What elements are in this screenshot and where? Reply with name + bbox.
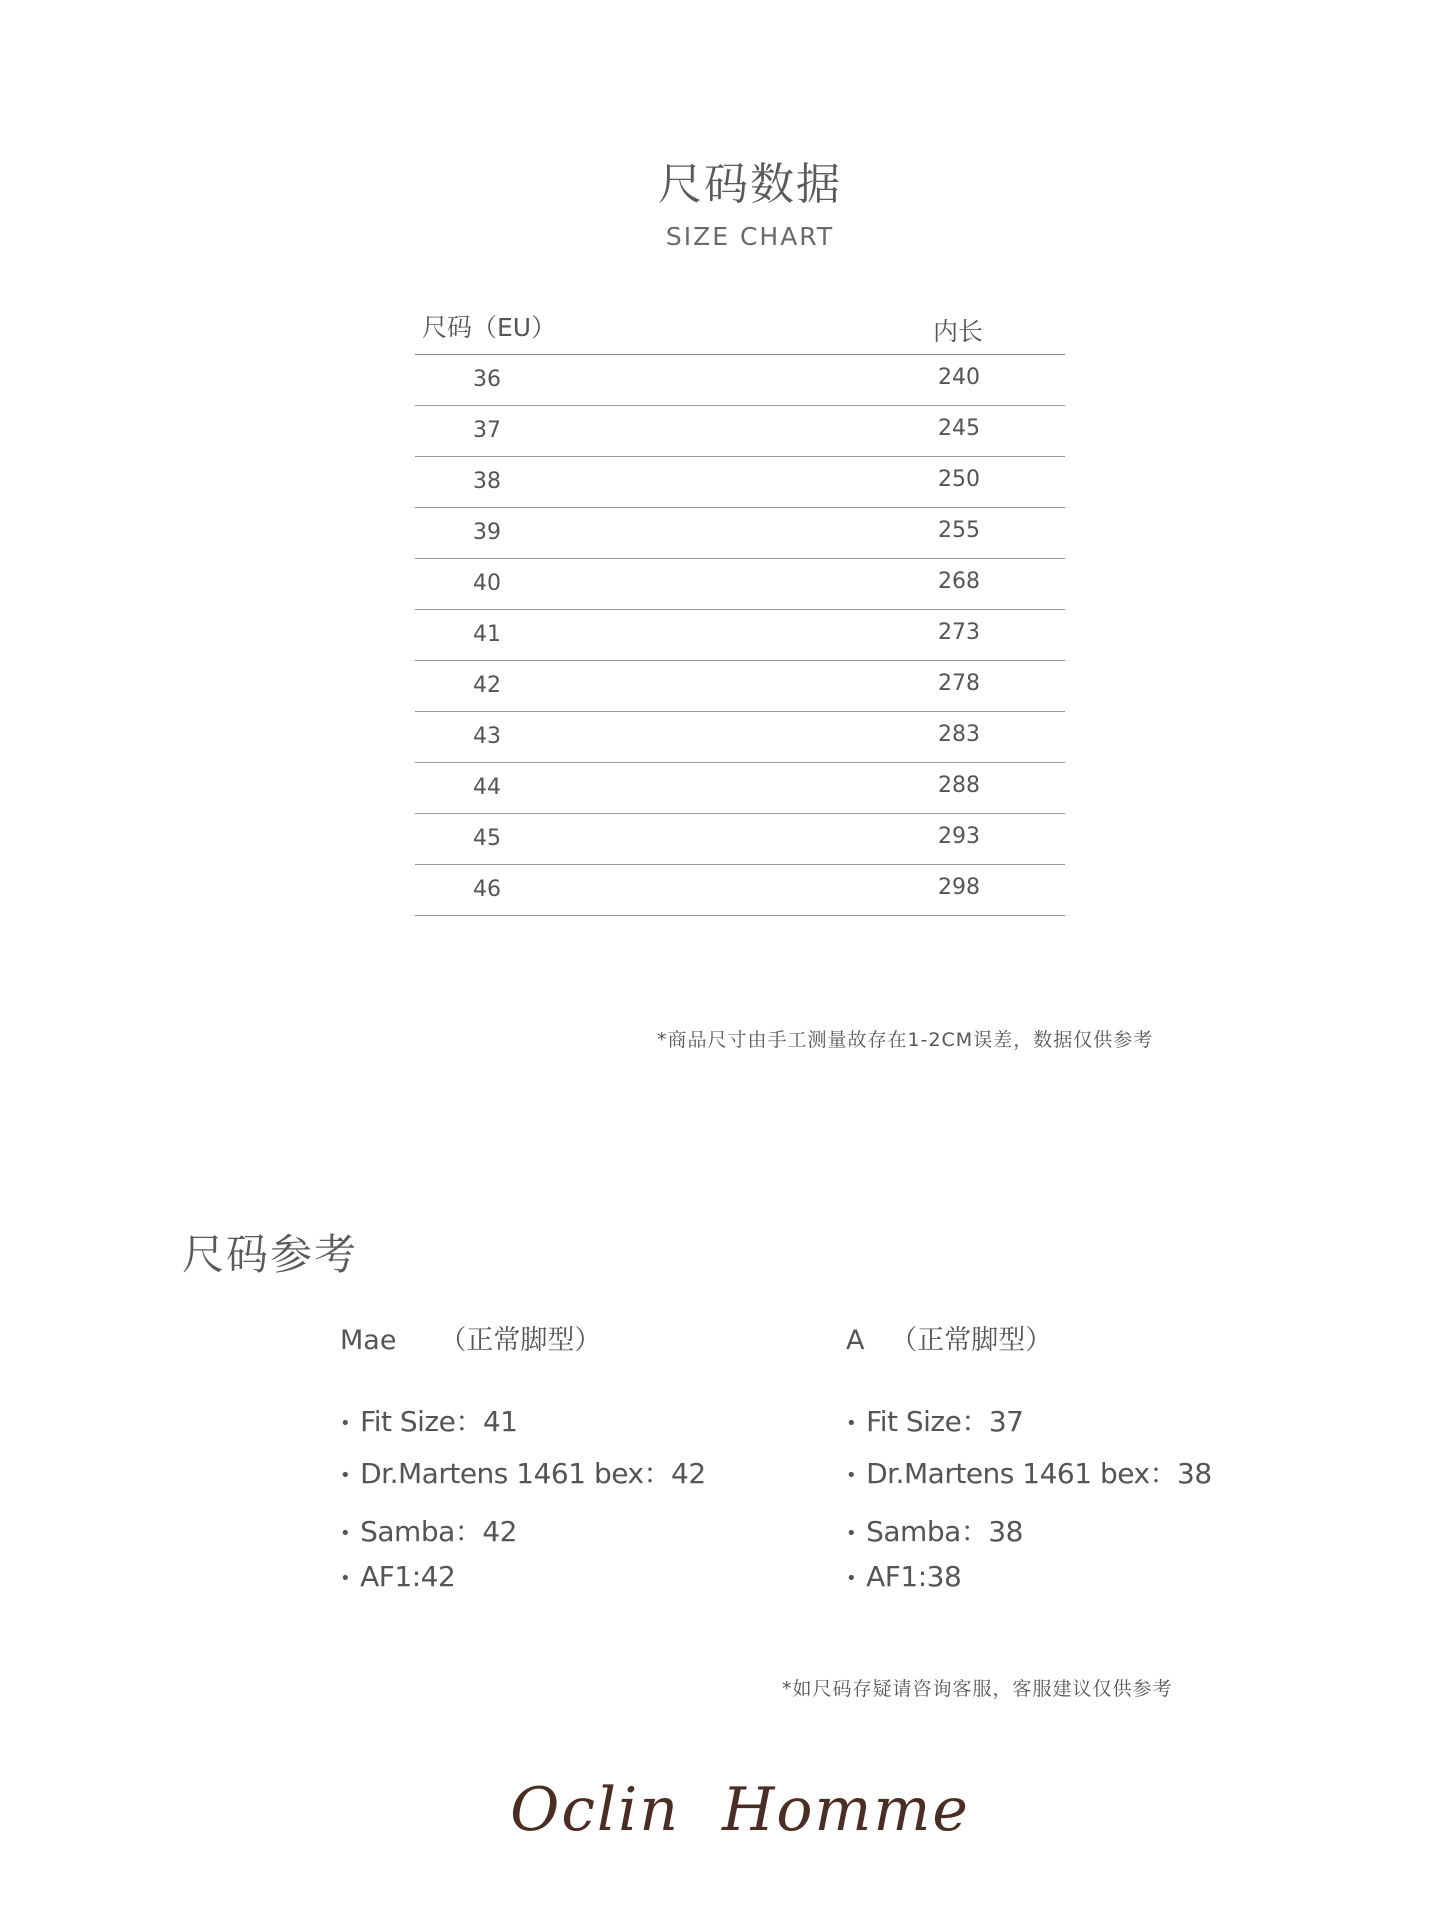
list-item: • AF1:38 [846,1560,962,1593]
length-cell: 255 [938,518,980,543]
table-row [415,712,1065,763]
size-cell: 46 [473,877,501,902]
size-cell: 43 [473,724,501,749]
model-reference-mae [340,1318,860,1618]
length-cell: 245 [938,416,980,441]
bullet-icon: • [340,1464,351,1486]
list-item: • Fit Size：41 [340,1405,518,1438]
table-row [415,508,1065,559]
service-note: *如尺码存疑请咨询客服，客服建议仅供参考 [782,1678,1173,1700]
size-cell: 42 [473,673,501,698]
length-cell: 288 [938,773,980,798]
length-cell: 250 [938,467,980,492]
table-row [415,457,1065,508]
size-cell: 41 [473,622,501,647]
size-cell: 36 [473,367,501,392]
reference-title: 尺码参考 [182,1230,359,1279]
foot-type: （正常脚型） [890,1325,1053,1356]
list-item: • Samba：38 [846,1515,1023,1548]
size-cell: 40 [473,571,501,596]
model-heading [846,1318,1366,1357]
table-row [415,559,1065,610]
model-heading [340,1318,860,1357]
length-cell: 273 [938,620,980,645]
size-cell: 45 [473,826,501,851]
bullet-icon: • [846,1522,857,1544]
size-cell: 39 [473,520,501,545]
bullet-icon: • [846,1412,857,1434]
table-row [415,865,1065,916]
bullet-icon: • [340,1522,351,1544]
length-cell: 278 [938,671,980,696]
length-cell: 293 [938,824,980,849]
list-item: • Dr.Martens 1461 bex：38 [846,1457,1212,1490]
column-header-size: 尺码（EU） [422,313,557,342]
list-item: • AF1:42 [340,1560,456,1593]
foot-type: （正常脚型） [439,1325,602,1356]
brand-logo: Oclin Homme [510,1775,970,1845]
table-row [415,406,1065,457]
size-cell: 37 [473,418,501,443]
size-cell: 38 [473,469,501,494]
bullet-icon: • [846,1567,857,1589]
model-reference-a [846,1318,1366,1618]
model-name: Mae [340,1325,397,1356]
table-row [415,661,1065,712]
measurement-note: *商品尺寸由手工测量故存在1-2CM误差，数据仅供参考 [657,1029,1154,1051]
table-row [415,355,1065,406]
list-item: • Dr.Martens 1461 bex：42 [340,1457,706,1490]
bullet-icon: • [340,1412,351,1434]
table-row [415,610,1065,661]
model-name: A [846,1325,865,1356]
page-title: 尺码数据 [658,159,842,210]
list-item: • Samba：42 [340,1515,517,1548]
bullet-icon: • [340,1567,351,1589]
length-cell: 298 [938,875,980,900]
table-row [415,763,1065,814]
list-item: • Fit Size：37 [846,1405,1024,1438]
page-subtitle: SIZE CHART [665,222,835,251]
table-row [415,814,1065,865]
column-header-length: 内长 [933,317,984,346]
length-cell: 240 [938,365,980,390]
length-cell: 283 [938,722,980,747]
length-cell: 268 [938,569,980,594]
bullet-icon: • [846,1464,857,1486]
size-cell: 44 [473,775,501,800]
